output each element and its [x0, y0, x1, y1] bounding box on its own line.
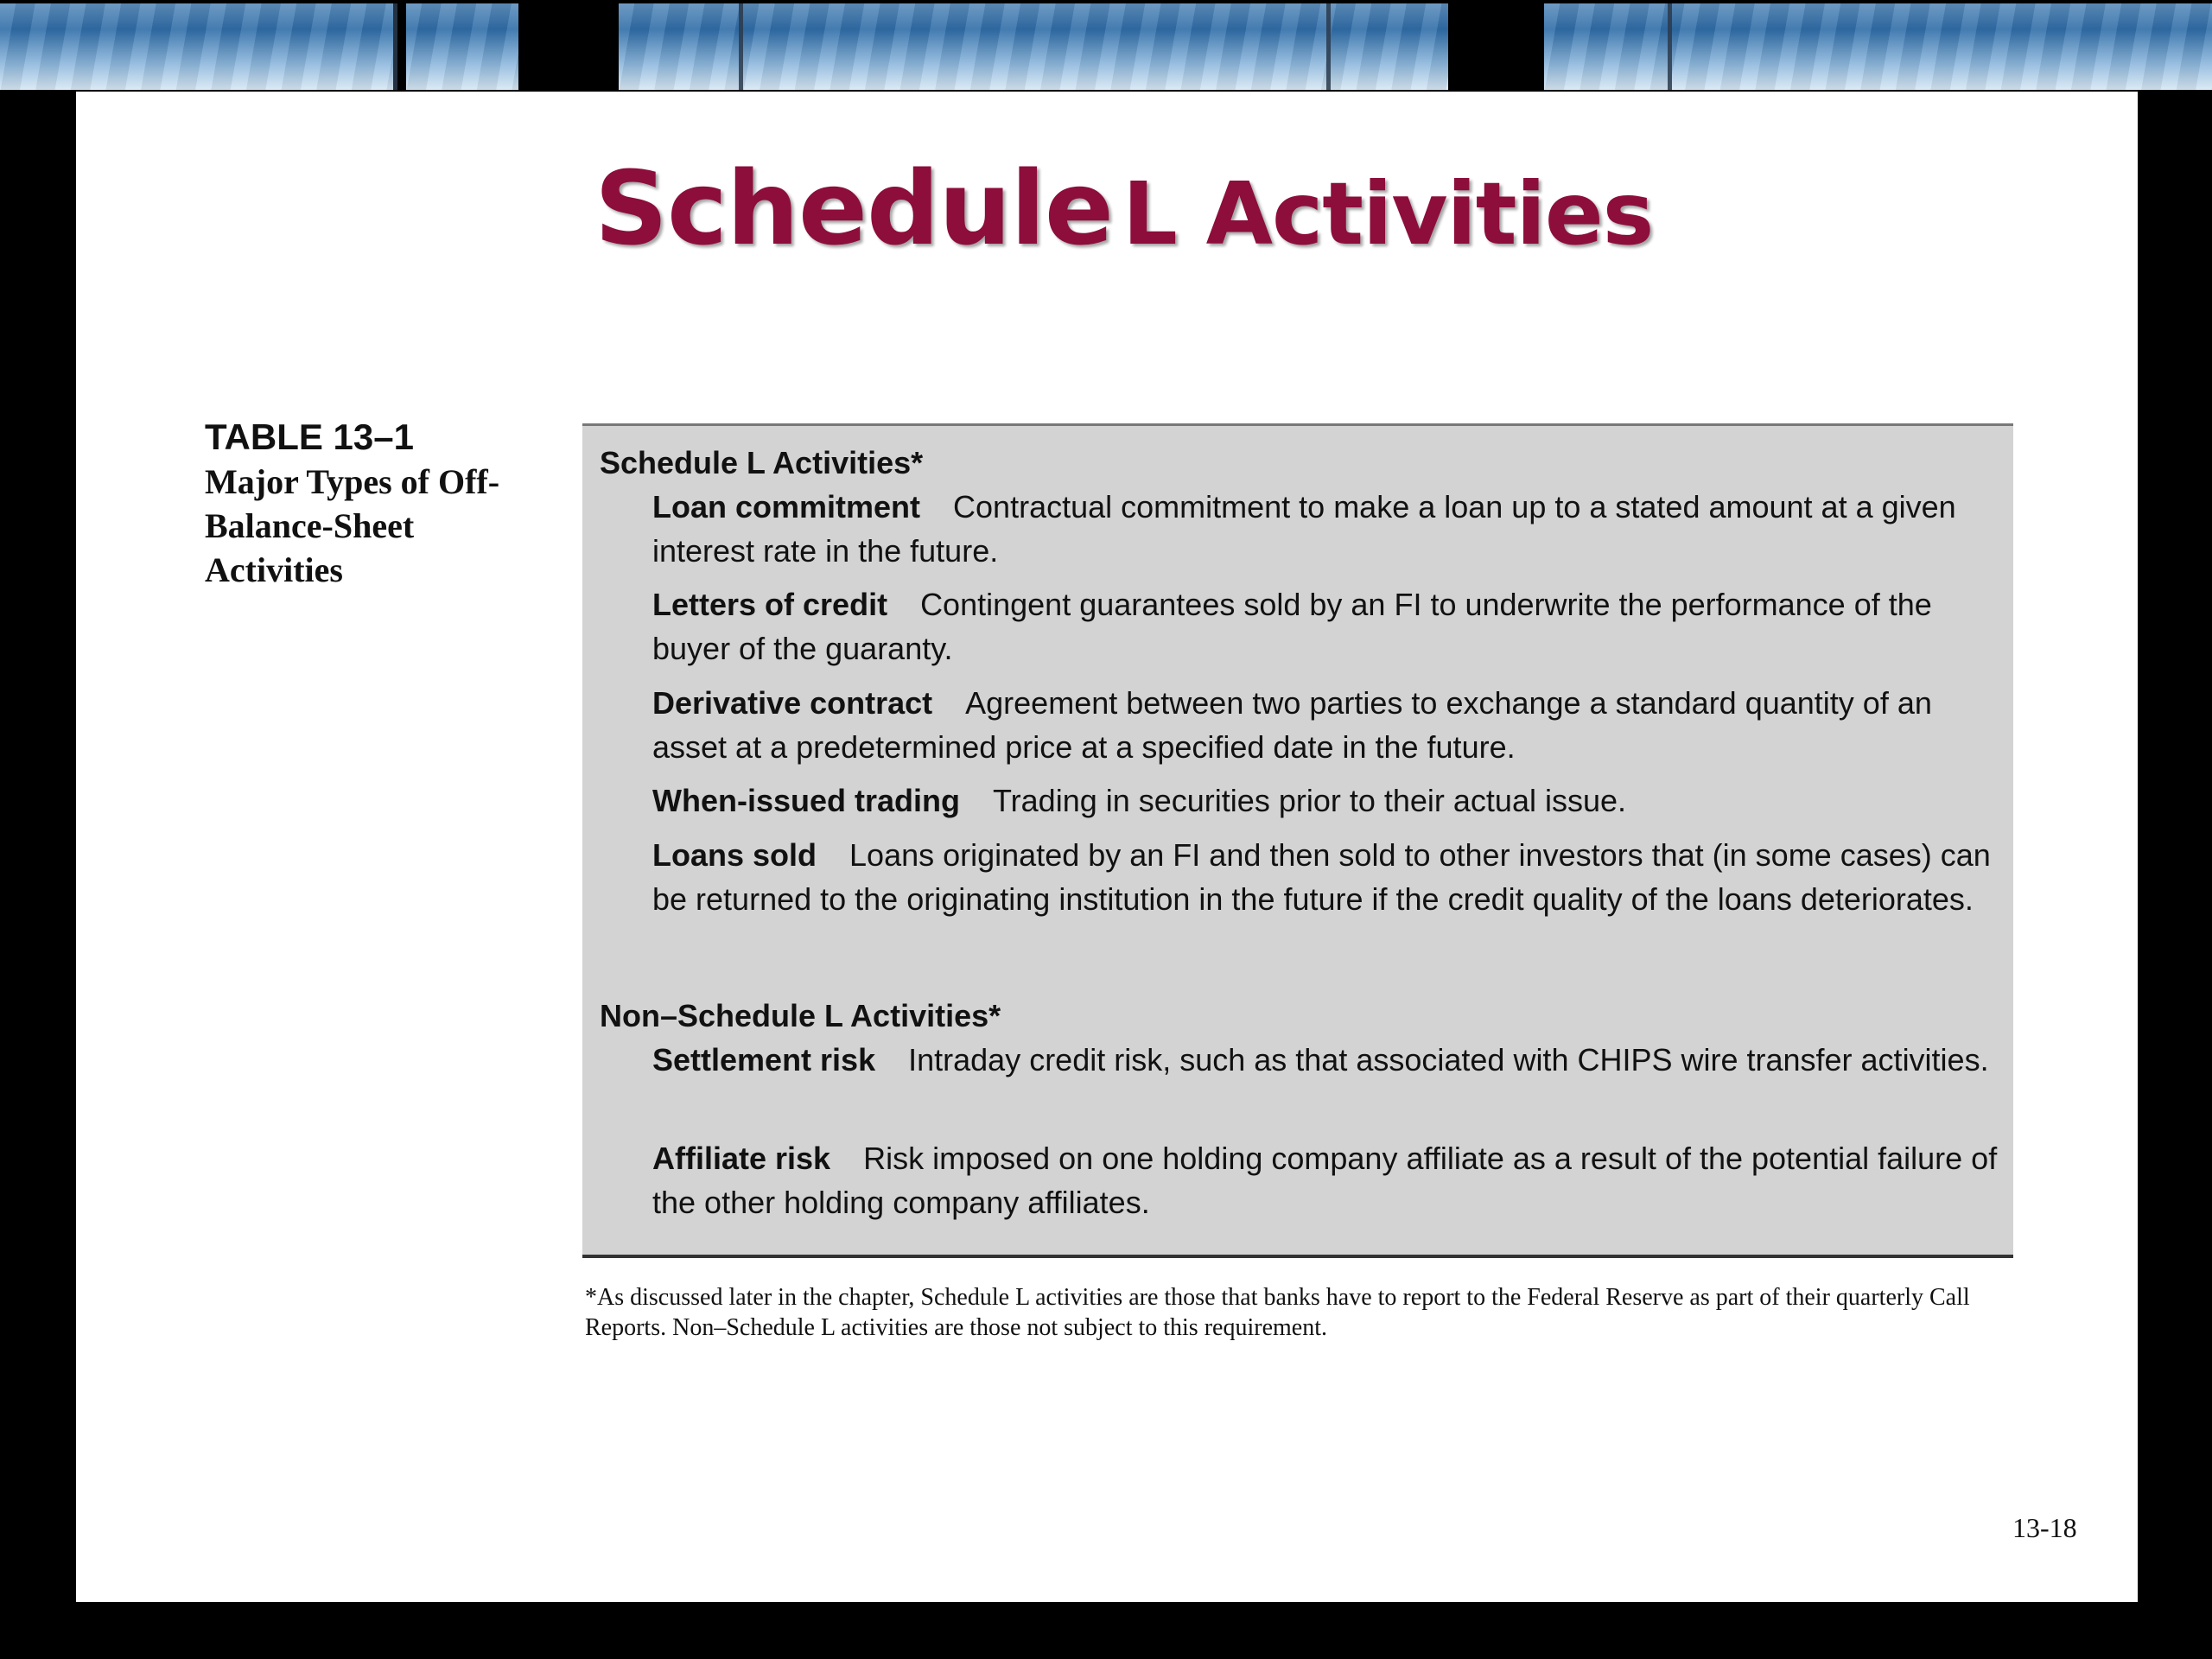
entry-term: Settlement risk — [652, 1042, 876, 1077]
entry-definition: Contingent guarantees sold by an FI to underwrite the performance of the buyer of the guaranty. — [652, 587, 1932, 666]
entry-term: Derivative contract — [652, 685, 933, 721]
table-entry — [652, 582, 2000, 671]
page-number: 13-18 — [2012, 1512, 2077, 1543]
header-banner — [0, 0, 2212, 92]
banner-mullion — [1326, 3, 1331, 90]
slide-title — [76, 149, 2138, 268]
banner-window-pane — [1544, 3, 2212, 90]
entry-term: Loan commitment — [652, 489, 921, 524]
section-heading: Non–Schedule L Activities* — [600, 998, 1001, 1033]
banner-mullion — [1668, 3, 1672, 90]
table-footnote: *As discussed later in the chapter, Schedule L activities are those that banks have to report to the Federal Reserve as part of their quarterly Call Reports. Non–Schedule L activities are those not subject to this requirement. — [585, 1284, 1970, 1341]
slide — [76, 92, 2138, 1602]
table-entry — [652, 1136, 2000, 1224]
entry-definition: Loans originated by an FI and then sold to other investors that (in some cases) can be returned to the originating institution in the future if the credit quality of the loans deteriorates. — [652, 837, 1991, 917]
table-number: TABLE 13–1 — [205, 416, 414, 457]
entry-definition: Agreement between two parties to exchange a standard quantity of an asset at a predetermined price at a specified date in the future. — [652, 685, 1932, 765]
table-name: Major Types of Off-Balance-Sheet Activities — [205, 462, 500, 589]
entry-term: Loans sold — [652, 837, 817, 873]
entry-definition: Risk imposed on one holding company affiliate as a result of the potential failure of the other holding company affiliates. — [652, 1141, 1998, 1220]
table-entry — [652, 681, 2000, 769]
slide-title-suffix: L Activities — [1122, 163, 1654, 264]
banner-mullion — [739, 3, 743, 90]
banner-window-pane — [406, 3, 518, 90]
section-heading: Schedule L Activities* — [600, 445, 924, 480]
activities-table — [582, 423, 2013, 1258]
banner-window-pane — [0, 3, 393, 90]
slide-title-main: Schedule — [594, 149, 1113, 268]
table-entry — [652, 779, 2000, 823]
table-entry — [652, 1038, 2000, 1082]
table-caption — [205, 415, 550, 592]
entry-definition: Intraday credit risk, such as that associated with CHIPS wire transfer activities. — [908, 1042, 1989, 1077]
banner-mullion — [393, 3, 397, 90]
entry-definition: Trading in securities prior to their actual issue. — [993, 783, 1627, 818]
table-entry — [652, 485, 2000, 573]
entry-term: Affiliate risk — [652, 1141, 831, 1176]
banner-window-pane — [619, 3, 1448, 90]
entry-term: When-issued trading — [652, 783, 961, 818]
table-entry — [652, 833, 2000, 921]
entry-term: Letters of credit — [652, 587, 888, 622]
entry-definition: Contractual commitment to make a loan up to a stated amount at a given interest rate in the future. — [652, 489, 1956, 569]
